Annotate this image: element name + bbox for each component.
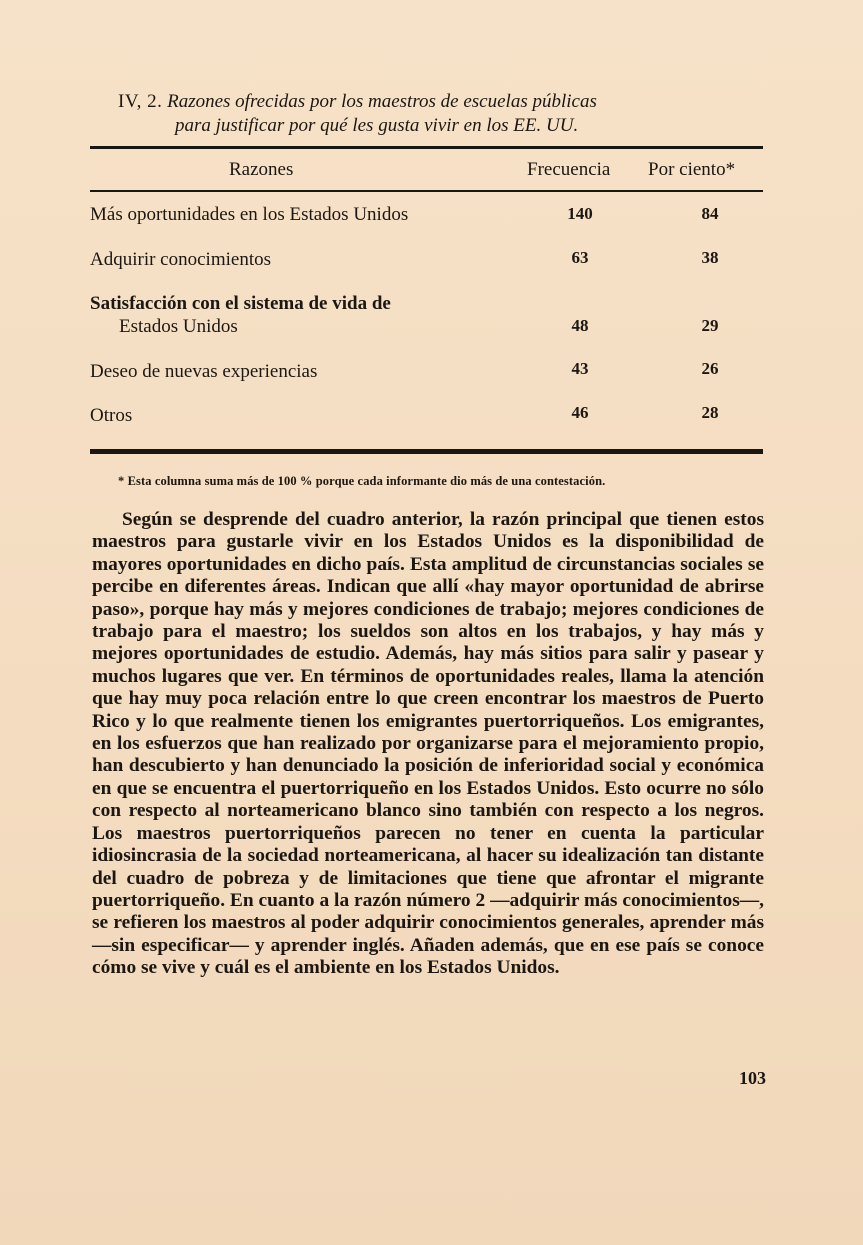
row-3-percent: 29: [701, 316, 719, 335]
row-4-label: Deseo de nuevas experiencias: [90, 361, 318, 382]
row-5-frequency: 46: [571, 403, 589, 422]
header-rule: [90, 190, 763, 192]
table-caption: [118, 90, 758, 138]
row-1-label: Más oportunidades en los Estados Unidos: [90, 204, 409, 225]
caption-number: IV, 2.: [118, 91, 163, 112]
row-4-frequency: 43: [571, 359, 589, 378]
table-footnote: * Esta columna suma más de 100 % porque cada informante dio más de una contestación.: [118, 474, 606, 488]
row-1-percent: 84: [701, 204, 719, 223]
header-reasons: Razones: [229, 159, 294, 180]
header-frequency: Frecuencia: [527, 159, 611, 180]
caption-line-1: [118, 90, 758, 114]
page-number: 103: [739, 1068, 766, 1088]
row-3-label-line-1: Satisfacción con el sistema de vida de: [90, 293, 391, 314]
body-paragraph-text: Según se desprende del cuadro anterior, la razón principal que tienen estos maestros para gustarle vivir en los Estados Unidos es la disponibilidad de mayores oportunidades en dicho país. Esta amplitud de circunstancias sociales se percibe en diferentes áreas. Indican que allí «hay mayor oportunidad de abrirse paso», porque hay más y mejores condiciones de trabajo; mejores condiciones de trabajo para el maestro; los sueldos son altos en los trabajos, y hay más y mejores oportunidades de estudio. Además, hay más sitios para salir y pasear y muchos lugares que ver. En términos de oportunidades reales, llama la atención que hay muy poca relación entre lo que creen encontrar los maestros de Puerto Rico y lo que realmente tienen los emigrantes puertorriqueños. Los emigrantes, en los esfuerzos que han realizado por organizarse para el mejoramiento propio, han descubierto y han denunciado la posición de inferioridad social y económica en que se encuentra el puertorriqueño en los Estados Unidos. Esto ocurre no sólo con respecto al norteamericano blanco sino también con respecto a los negros. Los maestros puertorriqueños parecen no tener en cuenta la particular idiosincrasia de la sociedad norteamericana, al hacer su idealización tan distante del cuadro de pobreza y de limitaciones que tiene que afrontar el migrante puertorriqueño. En cuanto a la razón número 2 —adquirir más conocimientos—, se refieren los maestros al poder adquirir conocimientos generales, aprender más —sin especificar— y aprender inglés. Añaden además, que en ese país se conoce cómo se vive y cuál es el ambiente en los Estados Unidos.: [92, 509, 764, 979]
row-3-frequency: 48: [571, 316, 589, 335]
row-3-label-line-2: Estados Unidos: [119, 316, 238, 337]
row-2-percent: 38: [701, 248, 719, 267]
table-top-rule: [90, 146, 763, 149]
caption-title-line-1: Razones ofrecidas por los maestros de escuelas públicas: [167, 91, 597, 112]
body-paragraph: [92, 509, 764, 980]
row-2-frequency: 63: [571, 248, 589, 267]
row-5-percent: 28: [701, 403, 719, 422]
header-percent: Por ciento*: [648, 159, 736, 180]
table-bottom-rule: [90, 449, 763, 454]
row-4-percent: 26: [701, 359, 719, 378]
row-5-label: Otros: [90, 405, 133, 426]
row-1-frequency: 140: [567, 204, 593, 223]
row-2-label: Adquirir conocimientos: [90, 249, 271, 270]
caption-title-line-2: para justificar por qué les gusta vivir en los EE. UU.: [175, 115, 579, 136]
row-3-label: [90, 292, 510, 338]
